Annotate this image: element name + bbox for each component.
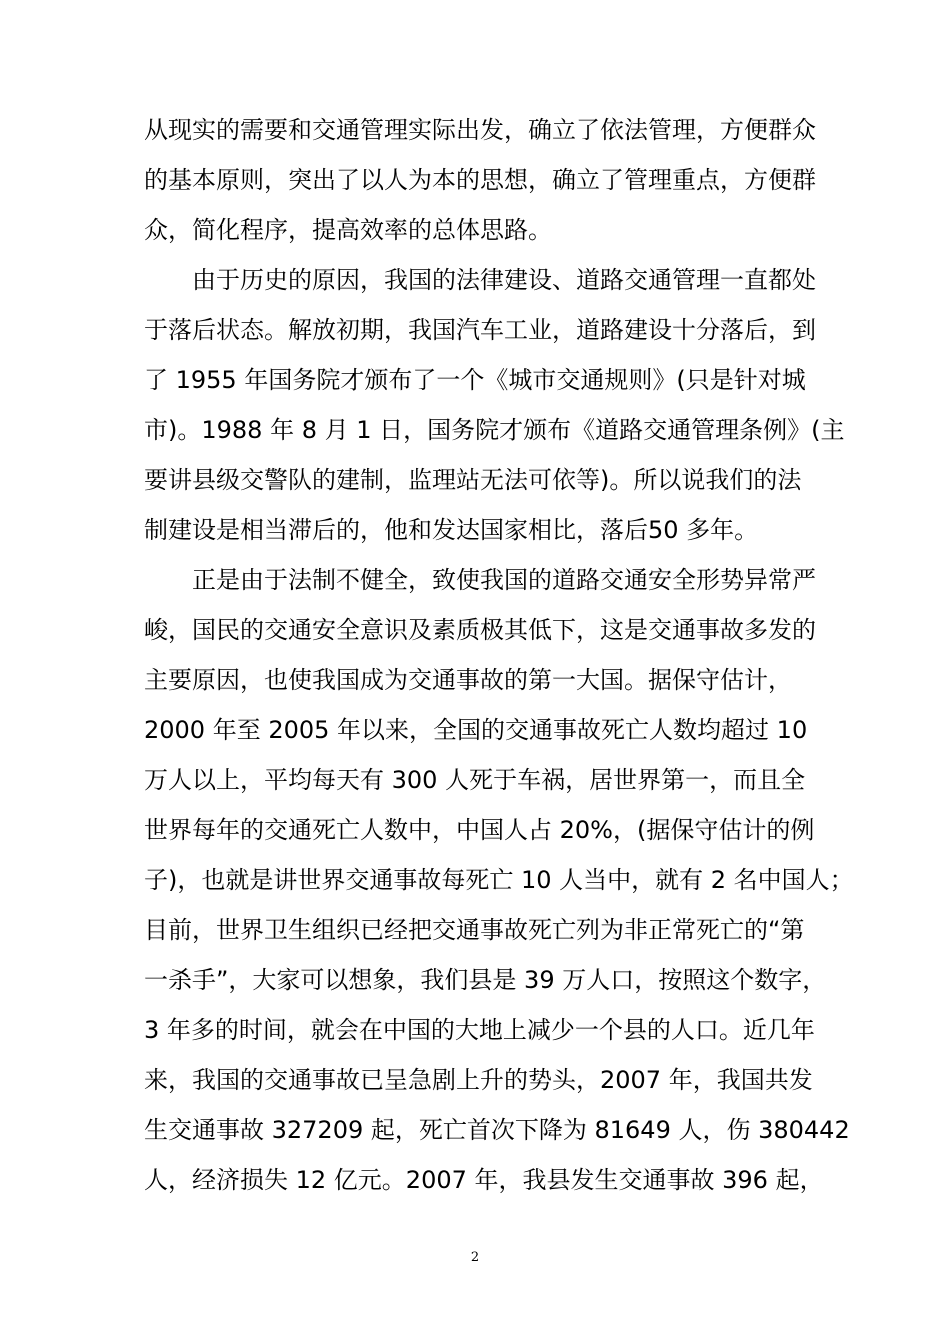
text-line: 来，我国的交通事故已呈急剧上升的势头，2007 年，我国共发 — [144, 1066, 813, 1094]
paragraph-start-line: 由于历史的原因，我国的法律建设、道路交通管理一直都处 — [192, 266, 816, 294]
text-line: 子)，也就是讲世界交通事故每死亡 10 人当中，就有 2 名中国人； — [144, 866, 854, 894]
text-line: 的基本原则，突出了以人为本的思想，确立了管理重点，方便群 — [144, 166, 816, 194]
text-line: 世界每年的交通死亡人数中，中国人占 20%，(据保守估计的例 — [144, 816, 815, 844]
text-line: 了 1955 年国务院才颁布了一个《城市交通规则》(只是针对城 — [144, 366, 806, 394]
text-line: 众，简化程序，提高效率的总体思路。 — [144, 216, 552, 244]
text-line: 目前，世界卫生组织已经把交通事故死亡列为非正常死亡的“第 — [144, 916, 805, 944]
text-line: 3 年多的时间，就会在中国的大地上减少一个县的人口。近几年 — [144, 1016, 815, 1044]
text-line: 2000 年至 2005 年以来，全国的交通事故死亡人数均超过 10 — [144, 716, 808, 744]
text-line: 主要原因，也使我国成为交通事故的第一大国。据保守估计， — [144, 666, 792, 694]
text-line: 要讲县级交警队的建制，监理站无法可依等)。所以说我们的法 — [144, 466, 802, 494]
text-line: 于落后状态。解放初期，我国汽车工业，道路建设十分落后，到 — [144, 316, 816, 344]
page-number: 2 — [470, 1250, 480, 1265]
text-line: 生交通事故 327209 起，死亡首次下降为 81649 人，伤 380442 — [144, 1116, 850, 1144]
text-line: 从现实的需要和交通管理实际出发，确立了依法管理，方便群众 — [144, 116, 816, 144]
text-line: 万人以上，平均每天有 300 人死于车祸，居世界第一，而且全 — [144, 766, 806, 794]
text-line: 峻，国民的交通安全意识及素质极其低下，这是交通事故多发的 — [144, 616, 816, 644]
text-line: 制建设是相当滞后的，他和发达国家相比，落后50 多年。 — [144, 516, 759, 544]
text-line: 一杀手”，大家可以想象，我们县是 39 万人口，按照这个数字， — [144, 966, 827, 994]
text-line: 人，经济损失 12 亿元。2007 年，我县发生交通事故 396 起， — [144, 1166, 824, 1194]
text-line: 市)。1988 年 8 月 1 日，国务院才颁布《道路交通管理条例》(主 — [144, 416, 845, 444]
paragraph-start-line: 正是由于法制不健全，致使我国的道路交通安全形势异常严 — [192, 566, 816, 594]
